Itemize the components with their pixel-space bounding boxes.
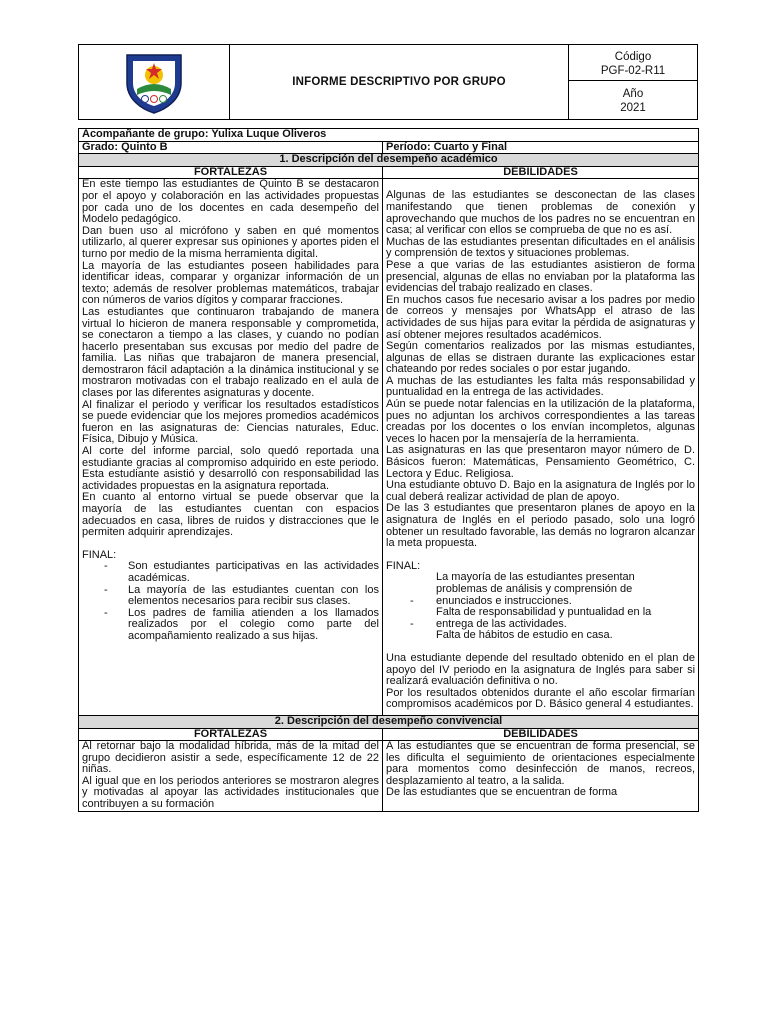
grade: Grado: Quinto B [79, 141, 383, 154]
code-value: PGF-02-R11 [600, 64, 666, 77]
section-2-strengths-header: FORTALEZAS [79, 728, 383, 741]
weaknesses-paragraph: Según comentarios realizados por las mismas estudiantes, algunas de ellas se distraen durante las explicaciones estar chateando por redes sociales o por estar jugando. [386, 340, 696, 376]
weaknesses-paragraph: Muchas de las estudiantes presentan dificultades en el análisis y comprensión de textos y situaciones problemas. [386, 235, 696, 260]
strengths-paragraph: En este tiempo las estudiantes de Quinto B se destacaron por el apoyo y colaboración en las actividades propuestas por cada uno de los docentes en cada desempeño del Modelo pedagógico. [82, 178, 379, 226]
weaknesses-closing: Una estudiante depende del resultado obtenido en el plan de apoyo del IV periodo en la asignatura de Inglés para saber si realizará evaluación definitiva o no. [386, 651, 696, 688]
strengths-paragraph: Al igual que en los periodos anteriores se mostraron alegres y motivadas al apoyar las actividades institucionales que contribuyen a su formación [82, 774, 379, 811]
weaknesses-paragraph: Aún se puede notar falencias en la utilización de la plataforma, pues no adjuntan los archivos correspondientes a las tareas creadas por los docentes o los envían incompletos, algunas veces lo hacen por la mensajería de la herramienta. [386, 398, 696, 445]
strengths-paragraph: La mayoría de las estudiantes poseen habilidades para identificar ideas, comparar y organizar información de un texto; además de resolver problemas matemáticos, trabajar con números de varios dígitos y comparar fracciones. [82, 259, 379, 307]
weaknesses-paragraph: Las asignaturas en las que presentaron mayor número de D. Básicos fueron: Matemáticas, Pensamiento Geométrico, C. Lectora y Educ. Religiosa. [386, 444, 696, 480]
list-item: - La mayoría de las estudiantes cuentan con los elementos necesarios para recibir sus clases. [82, 585, 379, 608]
companion-name: Acompañante de grupo: Yulixa Luque Oliveros [79, 129, 699, 142]
year-value: 2021 [620, 101, 646, 114]
weaknesses-paragraph: A muchas de las estudiantes les falta más responsabilidad y puntualidad en la entrega de las actividades. [386, 374, 696, 399]
weaknesses-paragraph: En muchos casos fue necesario avisar a los padres por medio de correos y mensajes por WhatsApp el atraso de las actividades de sus hijas para evitar la pérdida de asignaturas y así obtener mejores resultados académicos. [386, 293, 696, 341]
strengths-paragraph: Al retornar bajo la modalidad híbrida, más de la mitad del grupo decidieron asistir a sede, específicamente 12 de 22 niñas. [82, 740, 379, 776]
code-label: Código [614, 50, 652, 63]
list-line: Falta de hábitos de estudio en casa. [436, 629, 613, 642]
document-header [78, 44, 698, 120]
list-line: Falta de responsabilidad y puntualidad en la [436, 606, 652, 619]
strengths-paragraph: Al finalizar el periodo y verificar los resultados estadísticos se puede evidenciar que los mejores promedios académicos fueron en las asignaturas de: Ciencias naturales, Educ. Física, Dibujo y Música. [82, 398, 379, 446]
weaknesses-paragraph: Una estudiante obtuvo D. Bajo en la asignatura de Inglés por lo cual deberá realizar actividad de plan de apoyo. [386, 479, 696, 503]
report-table [78, 128, 699, 812]
strengths-final-label: FINAL: [82, 548, 117, 561]
strengths-paragraph: Dan buen uso al micrófono y saben en qué momentos utilizarlo, al querer expresar sus opiniones y aportes piden el turno por medio de la misma herramienta digital. [82, 224, 379, 260]
school-logo-cell [79, 45, 230, 120]
strengths-paragraph: Las estudiantes que continuaron trabajando de manera virtual lo hicieron de manera responsable y comprometida, se conectaron a tiempo a las clases, y cuando no podían hacerlo presentaban sus excusas por medio del padre de familia. Las niñas que trabajaron de manera presencial, demostraron fácil adaptación a la dinámica institucional y se mostraron motivadas con el trabajo realizado en el aula de clases por las diferentes asignaturas y docente. [82, 305, 379, 400]
code-year-cell [569, 45, 698, 120]
period: Período: Cuarto y Final [383, 141, 699, 154]
section-2-weaknesses-cell [383, 741, 699, 812]
school-crest-icon [119, 49, 189, 115]
section-1-title: 1. Descripción del desempeño académico [79, 154, 699, 167]
list-line: - entrega de las actividades. [386, 619, 695, 631]
strengths-paragraph: En cuanto al entorno virtual se puede observar que la mayoría de las estudiantes cuentan con espacios adecuados en casa, libres de ruidos y distracciones que le permiten adquirir aprendizajes. [82, 491, 379, 539]
weaknesses-final-label: FINAL: [386, 559, 421, 572]
weaknesses-paragraph: A las estudiantes que se encuentran de forma presencial, se les dificulta el seguimiento de orientaciones especialmente para momentos como desinfección de manos, recreos, desplazamiento al teatro, a la salida. [386, 740, 696, 787]
section-1-strengths-header: FORTALEZAS [79, 166, 383, 179]
weaknesses-paragraph: Algunas de las estudiantes se desconectan de las clases manifestando que tienen problemas de conexión y aprovechando que muchos de los padres no se encuentran en casa; al verificar con ellos se comprueba de que no es así. [386, 189, 696, 237]
weaknesses-final-list [386, 572, 695, 642]
list-line: problemas de análisis y comprensión de [436, 582, 633, 595]
list-item: - Los padres de familia atienden a los llamados realizados por el colegio como parte del acompañamiento realizado a sus hijas. [82, 608, 379, 643]
list-line: La mayoría de las estudiantes presentan [436, 571, 635, 584]
list-item: - Son estudiantes participativas en las actividades académicas. [82, 561, 379, 584]
section-1-weaknesses-header: DEBILIDADES [383, 166, 699, 179]
weaknesses-paragraph: De las estudiantes que se encuentran de forma [386, 786, 618, 799]
strengths-paragraph: Al corte del informe parcial, solo quedó reportada una estudiante gracias al compromiso adquirido en este periodo. Esta estudiante asistió y desarrolló con responsabilidad las actividades propuestas en la asignatura reportada. [82, 445, 379, 492]
section-2-weaknesses-header: DEBILIDADES [383, 728, 699, 741]
weaknesses-paragraph: Pese a que varias de las estudiantes asistieron de forma presencial, algunas de ellas no enviaban por la plataforma las evidencias del trabajo realizado en clases. [386, 258, 696, 295]
report-title: INFORME DESCRIPTIVO POR GRUPO [230, 45, 569, 120]
section-1-weaknesses-cell [383, 179, 699, 716]
section-2-title: 2. Descripción del desempeño convivencial [79, 715, 699, 728]
section-1-strengths-cell [79, 179, 383, 716]
section-2-strengths-cell [79, 741, 383, 812]
weaknesses-paragraph: De las 3 estudiantes que presentaron planes de apoyo en la asignatura de Inglés en el periodo pasado, solo una logró obtener un resultado favorable, las demás no lograron alcanzar la meta propuesta. [386, 502, 696, 550]
strengths-final-list [82, 561, 379, 642]
year-label: Año [622, 87, 644, 100]
weaknesses-closing: Por los resultados obtenidos durante el año escolar firmarían compromisos académicos por D. Básico general 4 estudiantes. [386, 686, 696, 711]
list-line: - enunciados e instrucciones. [386, 596, 695, 608]
